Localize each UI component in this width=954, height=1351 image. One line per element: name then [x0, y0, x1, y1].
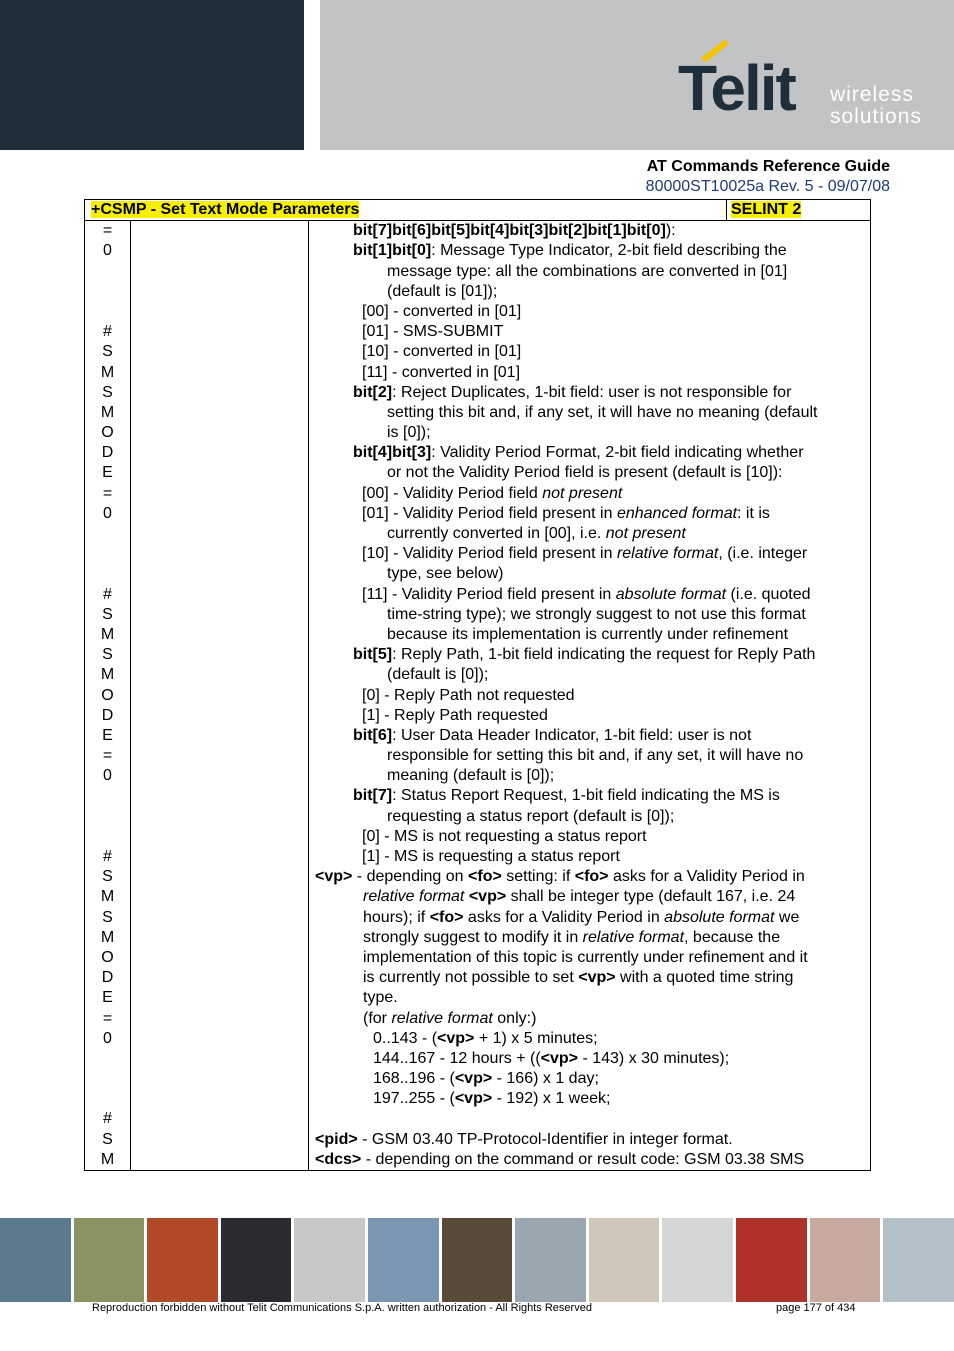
description-line — [309, 363, 870, 383]
command-name-char: 0 — [103, 1029, 112, 1047]
command-name-char: 0 — [103, 242, 112, 260]
description-line — [309, 1150, 870, 1170]
command-name-char — [85, 807, 130, 827]
command-name-char: # — [103, 585, 112, 603]
line-segment: 0..143 - ( — [373, 1029, 438, 1047]
description-line — [309, 1109, 870, 1129]
line-segment: : Status Report Request, 1-bit field indicating the MS is — [392, 787, 780, 805]
footer-photo-tile — [515, 1218, 586, 1302]
selint-tag: SELINT 2 — [731, 201, 802, 218]
description-line — [309, 403, 870, 423]
footer-photo-tile — [147, 1218, 218, 1302]
description-line — [309, 908, 870, 928]
line-segment: 168..196 - ( — [373, 1070, 455, 1088]
description-line — [309, 524, 870, 544]
footer-photo-tile — [662, 1218, 733, 1302]
description-line — [309, 786, 870, 806]
description-column — [309, 221, 871, 1171]
line-segment: hours); if — [363, 908, 430, 926]
line-segment: (default is [0]); — [387, 666, 489, 684]
description-line — [309, 463, 870, 483]
command-name-char: M — [100, 403, 115, 421]
command-name-char: D — [101, 444, 114, 462]
line-segment: bit[1]bit[0] — [353, 242, 432, 260]
command-name-char — [85, 524, 130, 544]
description-line — [309, 302, 870, 322]
line-segment: bit[4]bit[3] — [353, 444, 432, 462]
line-segment: setting: if — [501, 868, 575, 886]
line-segment: - GSM 03.40 TP-Protocol-Identifier in integer format. — [357, 1130, 733, 1148]
line-segment: [10] - Validity Period field present in — [362, 545, 617, 563]
line-segment: bit[2] — [353, 383, 393, 401]
line-segment: 144..167 - 12 hours + (( — [373, 1049, 541, 1067]
line-segment: : Message Type Indicator, 2-bit field describing the — [431, 242, 787, 260]
line-segment: type. — [363, 989, 398, 1007]
description-line — [309, 544, 870, 564]
line-segment: not present — [542, 484, 623, 502]
description-line — [309, 847, 870, 867]
line-segment: bit[6] — [353, 726, 393, 744]
footer-photo-tile — [589, 1218, 660, 1302]
description-line — [309, 887, 870, 907]
command-name-char: S — [102, 383, 113, 401]
command-name-char: 0 — [103, 504, 112, 522]
command-name-char: = — [102, 484, 113, 502]
description-line — [309, 867, 870, 887]
command-name-char: # — [103, 1110, 112, 1128]
footer-photo-tile — [221, 1218, 292, 1302]
line-segment: bit[7]bit[6]bit[5]bit[4]bit[3]bit[2]bit[1]bit[0] — [353, 222, 666, 240]
table-title: +CSMP - Set Text Mode Parameters — [91, 201, 360, 218]
description-line — [309, 766, 870, 786]
description-line — [309, 968, 870, 988]
command-name-char: S — [102, 605, 113, 623]
command-name-char: O — [101, 686, 114, 704]
command-name-char: M — [100, 363, 115, 381]
line-segment: <dcs> — [315, 1150, 362, 1168]
line-segment: - depending on the command or result code: GSM 03.38 SMS — [361, 1150, 805, 1168]
command-name-char: S — [102, 343, 113, 361]
description-line — [309, 342, 870, 362]
line-segment: bit[7] — [353, 787, 393, 805]
description-line — [309, 564, 870, 584]
line-segment: - depending on — [352, 868, 469, 886]
description-line — [309, 585, 870, 605]
command-name-char: M — [100, 666, 115, 684]
description-line — [309, 221, 870, 241]
line-segment: [11] - Validity Period field present in — [362, 585, 616, 603]
document-revision: 80000ST10025a Rev. 5 - 09/07/08 — [645, 178, 890, 195]
logo-tagline — [830, 84, 922, 128]
command-name-char: O — [101, 424, 114, 442]
command-name-char: O — [101, 948, 114, 966]
footer-photo-tile — [368, 1218, 439, 1302]
command-name-char: E — [102, 464, 113, 482]
line-segment: bit[5] — [353, 646, 393, 664]
command-name-char — [85, 1069, 130, 1089]
description-line — [309, 443, 870, 463]
header-dark-panel — [0, 0, 304, 150]
line-segment: <vp> — [454, 1070, 493, 1088]
line-segment: because its implementation is currently under refinement — [387, 625, 789, 643]
description-line — [309, 928, 870, 948]
line-segment: not present — [605, 525, 686, 543]
footer-photo-tile — [810, 1218, 881, 1302]
line-segment: relative format — [616, 545, 719, 563]
line-segment: , (i.e. integer — [718, 545, 808, 563]
description-line — [309, 484, 870, 504]
description-line — [309, 241, 870, 261]
description-line — [309, 706, 870, 726]
command-name-char: S — [102, 868, 113, 886]
line-segment: <pid> — [315, 1130, 358, 1148]
line-segment: - 166) x 1 day; — [492, 1070, 599, 1088]
command-name-char: = — [102, 1009, 113, 1027]
description-line — [309, 383, 870, 403]
line-segment: meaning (default is [0]); — [387, 767, 555, 785]
empty-column — [131, 221, 309, 1171]
line-segment: or not the Validity Period field is present (default is [10]): — [387, 464, 783, 482]
command-name-char: S — [102, 908, 113, 926]
description-line — [309, 665, 870, 685]
line-segment: [00] - Validity Period field — [362, 484, 543, 502]
table-title-cell — [85, 200, 727, 221]
line-segment: - 143) x 30 minutes); — [578, 1049, 730, 1067]
line-segment: is currently not possible to set — [363, 969, 579, 987]
description-line — [309, 746, 870, 766]
description-line — [309, 1130, 870, 1150]
description-line — [309, 282, 870, 302]
line-segment: requesting a status report (default is [0]); — [387, 807, 675, 825]
line-segment: (i.e. quoted — [726, 585, 811, 603]
line-segment: [00] - converted in [01] — [362, 302, 522, 320]
line-segment: time-string type); we strongly suggest to not use this format — [387, 605, 806, 623]
line-segment: currently converted in [00], i.e. — [387, 525, 606, 543]
command-name-char: M — [100, 1150, 115, 1168]
line-segment: with a quoted time string — [615, 969, 794, 987]
command-name-char — [85, 544, 130, 564]
line-segment: enhanced format — [616, 504, 738, 522]
command-name-char: = — [102, 222, 113, 240]
description-line — [309, 1049, 870, 1069]
line-segment: <vp> — [540, 1049, 579, 1067]
command-name-char — [85, 827, 130, 847]
description-line — [309, 807, 870, 827]
line-segment: + 1) x 5 minutes; — [474, 1029, 598, 1047]
footer-photo-tile — [0, 1218, 71, 1302]
description-line — [309, 827, 870, 847]
footer-photo-tile — [883, 1218, 954, 1302]
description-line — [309, 605, 870, 625]
line-segment: <fo> — [468, 868, 502, 886]
line-segment: <vp> — [315, 868, 353, 886]
line-segment: [1] - MS is requesting a status report — [362, 848, 620, 866]
description-line — [309, 1089, 870, 1109]
description-line — [309, 686, 870, 706]
command-name-char: S — [102, 646, 113, 664]
description-line — [309, 948, 870, 968]
footer-photo-strip — [0, 1218, 954, 1302]
description-line — [309, 504, 870, 524]
table-header-row — [85, 200, 871, 221]
line-segment: relative format — [391, 1009, 493, 1027]
command-name-char: M — [100, 928, 115, 946]
command-name-char — [85, 786, 130, 806]
line-segment: [1] - Reply Path requested — [362, 706, 548, 724]
footer-photo-tile — [736, 1218, 807, 1302]
line-segment: (default is [01]); — [387, 282, 498, 300]
line-segment: absolute format — [664, 908, 775, 926]
command-name-char — [85, 1049, 130, 1069]
line-segment: we — [774, 908, 800, 926]
footer-photo-tile — [74, 1218, 145, 1302]
line-segment: : User Data Header Indicator, 1-bit field: user is not — [392, 726, 752, 744]
line-segment: strongly suggest to modify it in — [363, 928, 583, 946]
line-segment: relative format — [582, 928, 685, 946]
line-segment: : Validity Period Format, 2-bit field indicating whether — [431, 444, 804, 462]
description-line — [309, 423, 870, 443]
description-line — [309, 322, 870, 342]
logo-tagline-line-1: wireless — [830, 83, 914, 106]
description-line — [309, 262, 870, 282]
line-segment: type, see below) — [387, 565, 504, 583]
line-segment: : Reply Path, 1-bit field indicating the request for Reply Path — [392, 646, 816, 664]
line-segment: message type: all the combinations are converted in [01] — [387, 262, 788, 280]
command-name-char: E — [102, 726, 113, 744]
telit-logo: Telit — [678, 52, 795, 124]
command-name-char: = — [102, 747, 113, 765]
command-name-char: E — [102, 989, 113, 1007]
line-segment: [01] - Validity Period field present in — [362, 504, 617, 522]
line-segment: is [0]); — [387, 424, 431, 442]
description-line — [309, 645, 870, 665]
description-line — [309, 625, 870, 645]
footer-photo-tile — [442, 1218, 513, 1302]
footer-photo-tile — [294, 1218, 365, 1302]
description-line — [309, 1069, 870, 1089]
command-name-char — [85, 564, 130, 584]
line-segment: ): — [665, 222, 676, 240]
line-segment: only:) — [492, 1009, 537, 1027]
logo-tagline-line-2: solutions — [830, 105, 922, 128]
line-segment: <fo> — [429, 908, 464, 926]
line-segment: asks for a Validity Period in — [608, 868, 805, 886]
line-segment: <vp> — [437, 1029, 475, 1047]
line-segment: , because the — [684, 928, 781, 946]
command-name-char: # — [103, 848, 112, 866]
line-segment: responsible for setting this bit and, if any set, it will have no — [387, 747, 804, 765]
line-segment: implementation of this topic is currently under refinement and it — [363, 948, 808, 966]
command-name-char: 0 — [103, 767, 112, 785]
command-table — [84, 199, 871, 1171]
line-segment: <vp> — [468, 888, 507, 906]
description-line — [309, 1029, 870, 1049]
command-name-char — [85, 302, 130, 322]
command-name-char — [85, 262, 130, 282]
line-segment: [10] - converted in [01] — [362, 343, 522, 361]
copyright-notice: Reproduction forbidden without Telit Communications S.p.A. written authorization - All Rights Reserved — [92, 1302, 592, 1314]
command-name-char: D — [101, 706, 114, 724]
line-segment: <vp> — [578, 969, 616, 987]
description-line — [309, 988, 870, 1008]
line-segment: <vp> — [454, 1090, 493, 1108]
command-name-char: M — [100, 625, 115, 643]
command-name-char — [85, 1089, 130, 1109]
table-tag-cell — [727, 200, 871, 221]
line-segment: : Reject Duplicates, 1-bit field: user is not responsible for — [392, 383, 792, 401]
command-name-char: S — [102, 1130, 113, 1148]
description-line — [309, 1009, 870, 1029]
command-name-char: # — [103, 323, 112, 341]
command-name-char: M — [100, 888, 115, 906]
line-segment: asks for a Validity Period in — [463, 908, 665, 926]
line-segment: [11] - converted in [01] — [362, 363, 521, 381]
line-segment: setting this bit and, if any set, it will have no meaning (default — [387, 403, 818, 421]
command-name-char: D — [101, 969, 114, 987]
line-segment: : it is — [737, 504, 770, 522]
line-segment: - 192) x 1 week; — [492, 1090, 611, 1108]
line-segment: (for — [363, 1009, 392, 1027]
line-segment: shall be integer type (default 167, i.e. 24 — [506, 888, 796, 906]
command-name-char — [85, 282, 130, 302]
page-number: page 177 of 434 — [776, 1302, 856, 1314]
document-title: AT Commands Reference Guide — [646, 158, 890, 175]
table-body-row — [85, 221, 871, 1171]
line-segment: [0] - Reply Path not requested — [362, 686, 575, 704]
line-segment: absolute format — [615, 585, 727, 603]
line-segment: <fo> — [574, 868, 609, 886]
command-name-column — [85, 221, 131, 1171]
line-segment: relative format — [363, 888, 465, 906]
line-segment: [01] - SMS-SUBMIT — [362, 323, 504, 341]
line-segment: [0] - MS is not requesting a status report — [362, 827, 647, 845]
description-line — [309, 726, 870, 746]
line-segment: 197..255 - ( — [373, 1090, 455, 1108]
